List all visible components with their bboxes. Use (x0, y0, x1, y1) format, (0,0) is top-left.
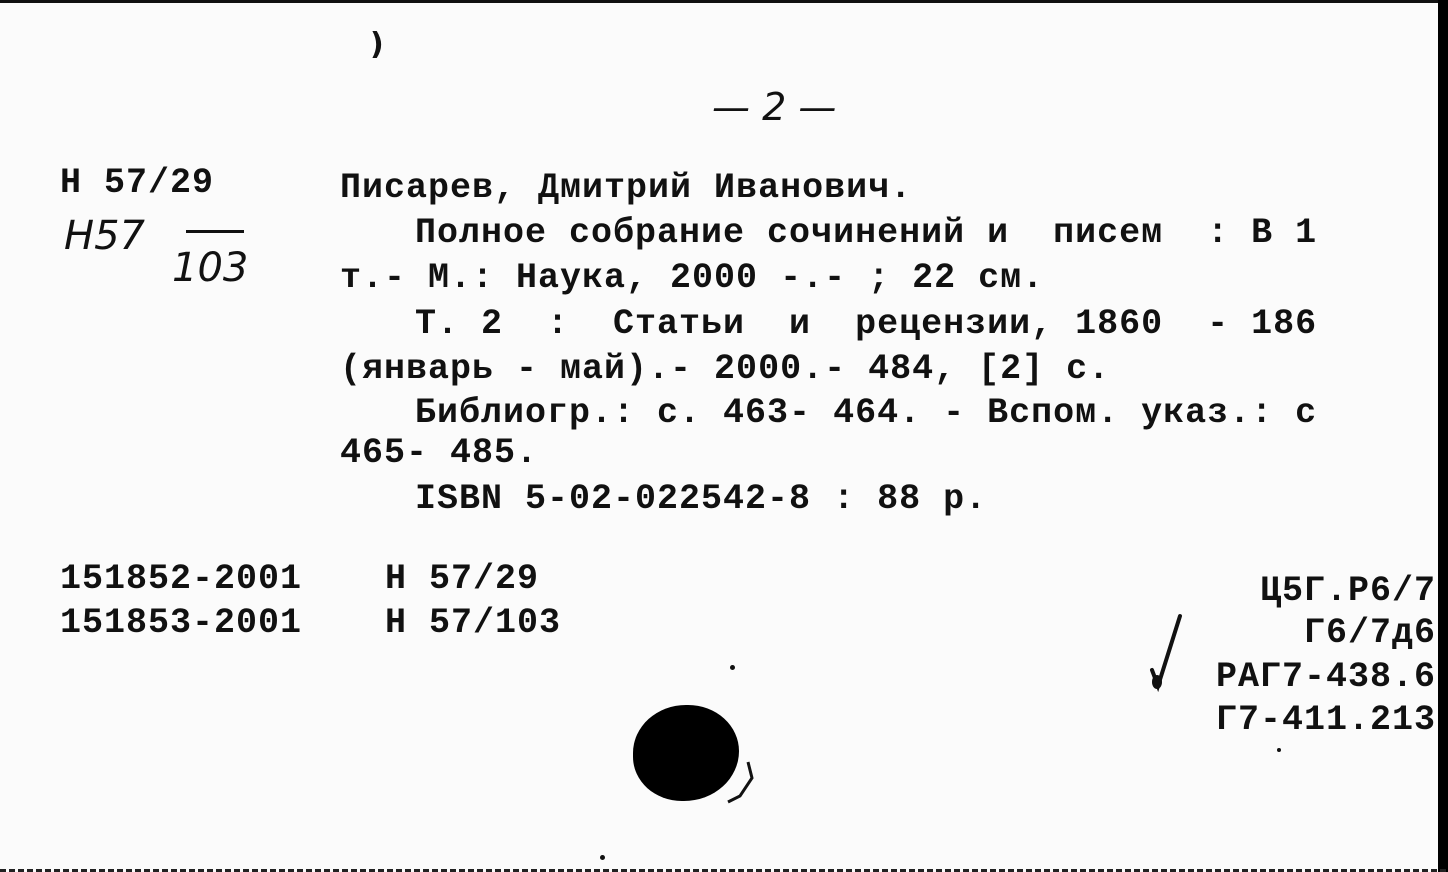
speck (600, 855, 605, 860)
classification-code: РАГ7-438.6 (1215, 657, 1436, 697)
volume-line-2: (январь - май).- 2000.- 484, [2] с. (340, 349, 1111, 389)
speck (730, 665, 735, 670)
handwritten-shelf-top: Н57 (64, 213, 145, 259)
handwritten-shelf-bottom: 103 (172, 245, 249, 291)
notes-line-2: 465- 485. (340, 433, 539, 473)
inventory-shelf: Н 57/103 (385, 603, 562, 643)
call-number: Н 57/29 (60, 163, 215, 203)
page-marker: — 2 — (712, 85, 837, 129)
speck (1277, 748, 1281, 752)
classification-code: Г6/7д6 (1303, 613, 1436, 653)
classification-code: Г7-411.213 (1215, 700, 1436, 740)
title-line-2: т.- М.: Наука, 2000 -.- ; 22 см. (340, 258, 1045, 298)
author-heading: Писарев, Дмитрий Иванович. (340, 168, 913, 208)
notes-line-1: Библиогр.: с. 463- 464. - Вспом. указ.: с (415, 393, 1318, 433)
isbn-line: ISBN 5-02-022542-8 : 88 р. (415, 479, 988, 519)
card-top-edge (0, 0, 1448, 3)
inventory-number: 151853-2001 (60, 603, 303, 643)
checkmark-icon (1148, 612, 1188, 692)
volume-line-1: Т. 2 : Статьи и рецензии, 1860 - 186 (415, 304, 1318, 344)
handwritten-shelf-rule (186, 230, 244, 233)
classification-code: Ц5Г.Р6/7 (1259, 571, 1436, 611)
card-right-edge (1438, 0, 1448, 872)
inventory-number: 151852-2001 (60, 559, 303, 599)
title-line-1: Полное собрание сочинений и писем : В 1 (415, 213, 1318, 253)
inventory-shelf: Н 57/29 (385, 559, 540, 599)
blot-splatter (718, 758, 758, 808)
stray-mark: ) (370, 27, 384, 62)
